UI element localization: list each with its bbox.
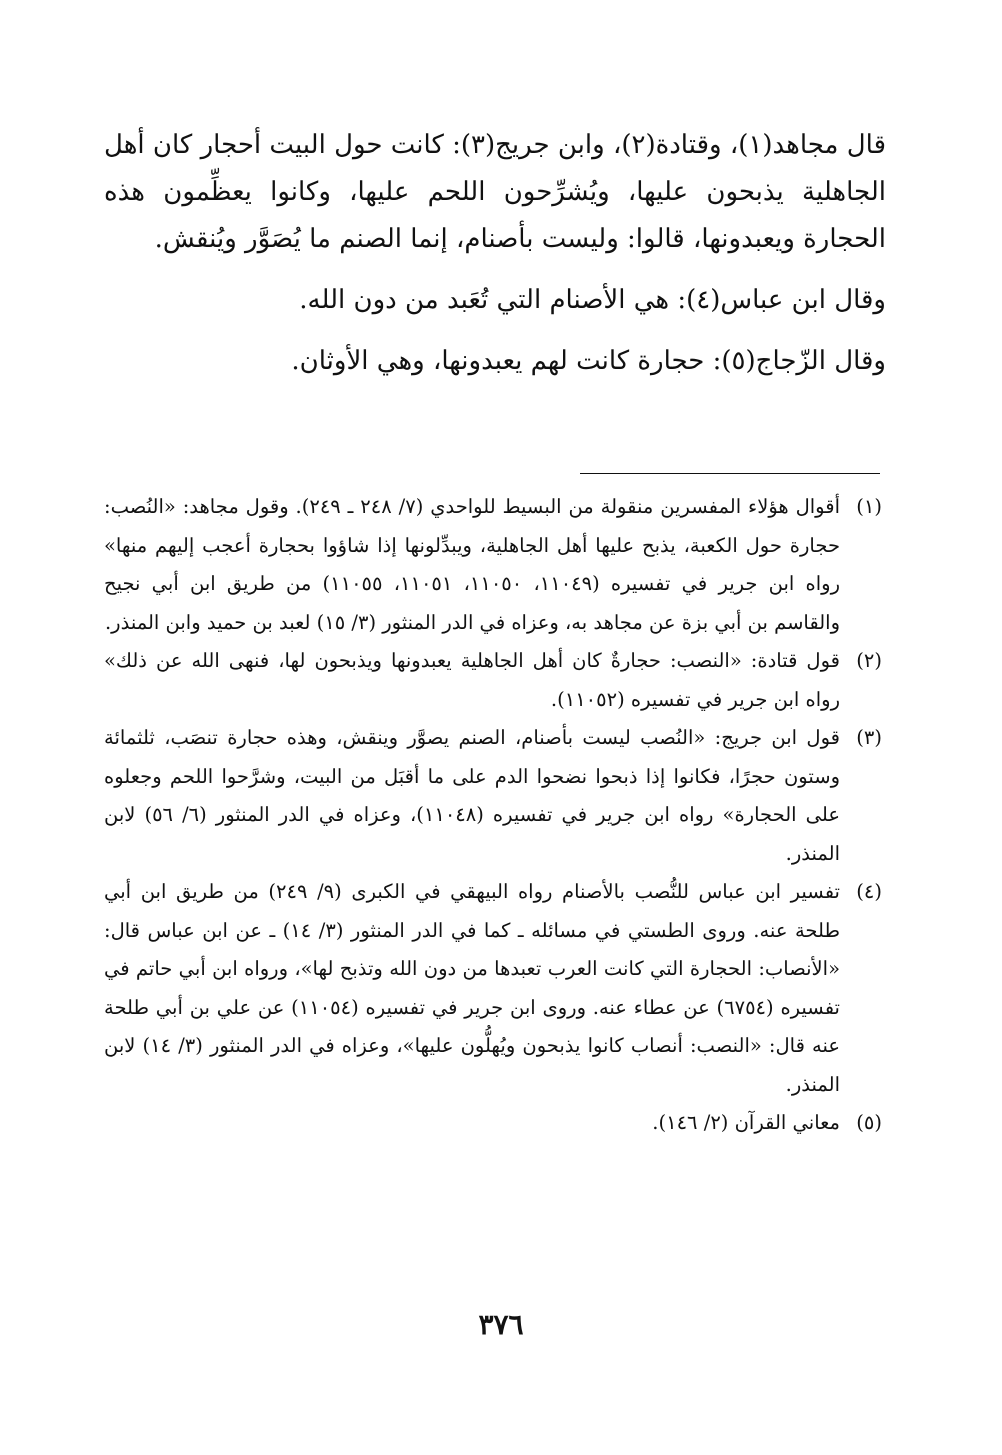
footnotes: [104, 488, 882, 1143]
page-number: ٣٧٦: [478, 1308, 524, 1341]
footnote-4: [104, 873, 882, 1104]
footnote-number: (٣): [856, 726, 882, 749]
main-paragraph-1: قال مجاهد(١)، وقتادة(٢)، وابن جريج(٣): كانت حول البيت أحجار كان أهل الجاهلية يذبحون عليها، ويُشرِّحون اللحم عليها، وكانوا يعظِّمون هذه الحجارة ويعبدونها، قالوا: وليست بأصنام، إنما الصنم ما يُصَوَّر ويُنقش.: [104, 130, 887, 254]
footnote-text: قول قتادة: «النصب: حجارةٌ كان أهل الجاهلية يعبدونها ويذبحون لها، فنهى الله عن ذلك» رواه ابن جرير في تفسيره (١١٠٥٢).: [104, 649, 840, 711]
main-paragraph-3: وقال الزّجاج(٥): حجارة كانت لهم يعبدونها، وهي الأوثان.: [291, 346, 886, 376]
footnote-number: (٢): [856, 649, 882, 672]
footnote-text: أقوال هؤلاء المفسرين منقولة من البسيط للواحدي (٧/ ٢٤٨ ـ ٢٤٩). وقول مجاهد: «النُصب: حجارة حول الكعبة، يذبح عليها أهل الجاهلية، ويبدِّلونها إذا شاؤوا بحجارة أعجب إليهم منها» رواه ابن جرير في تفسيره (١١٠٤٩، ١١٠٥٠، ١١٠٥١، ١١٠٥٥) من طريق ابن أبي نجيح والقاسم بن أبي بزة عن مجاهد به، وعزاه في الدر المنثور (٣/ ١٥) لعبد بن حميد وابن المنذر.: [104, 495, 840, 634]
footnote-text: تفسير ابن عباس للنُّصب بالأصنام رواه البيهقي في الكبرى (٩/ ٢٤٩) من طريق ابن أبي طلحة عنه. وروى الطستي في مسائله ـ كما في الدر المنثور (٣/ ١٤) ـ عن ابن عباس قال: «الأنصاب: الحجارة التي كانت العرب تعبدها من دون الله وتذبح لها»، ورواه ابن أبي حاتم في تفسيره (٦٧٥٤) عن عطاء عنه. وروى ابن جرير في تفسيره (١١٠٥٤) عن علي بن أبي طلحة عنه قال: «النصب: أنصاب كانوا يذبحون ويُهلُّون عليها»، وعزاه في الدر المنثور (٣/ ١٤) لابن المنذر.: [104, 880, 840, 1096]
footnote-number: (٥): [856, 1111, 882, 1134]
footnote-5: [104, 1104, 882, 1143]
footnote-number: (٤): [856, 880, 882, 903]
footnote-number: (١): [856, 495, 882, 518]
footnote-text: معاني القرآن (٢/ ١٤٦).: [652, 1111, 840, 1134]
footnote-text: قول ابن جريج: «النُصب ليست بأصنام، الصنم يصوَّر وينقش، وهذه حجارة تنصَب، ثلثمائة وستون حجرًا، فكانوا إذا ذبحوا نضحوا الدم على ما أقبَل من البيت، وشرَّحوا اللحم وجعلوه على الحجارة» رواه ابن جرير في تفسيره (١١٠٤٨)، وعزاه في الدر المنثور (٦/ ٥٦) لابن المنذر.: [104, 726, 840, 865]
footnote-2: [104, 642, 882, 719]
main-text: [104, 122, 886, 385]
footnote-3: [104, 719, 882, 873]
footnote-separator: [580, 473, 880, 474]
main-paragraph-2: وقال ابن عباس(٤): هي الأصنام التي تُعَبد من دون الله.: [299, 285, 886, 315]
footnote-1: [104, 488, 882, 642]
